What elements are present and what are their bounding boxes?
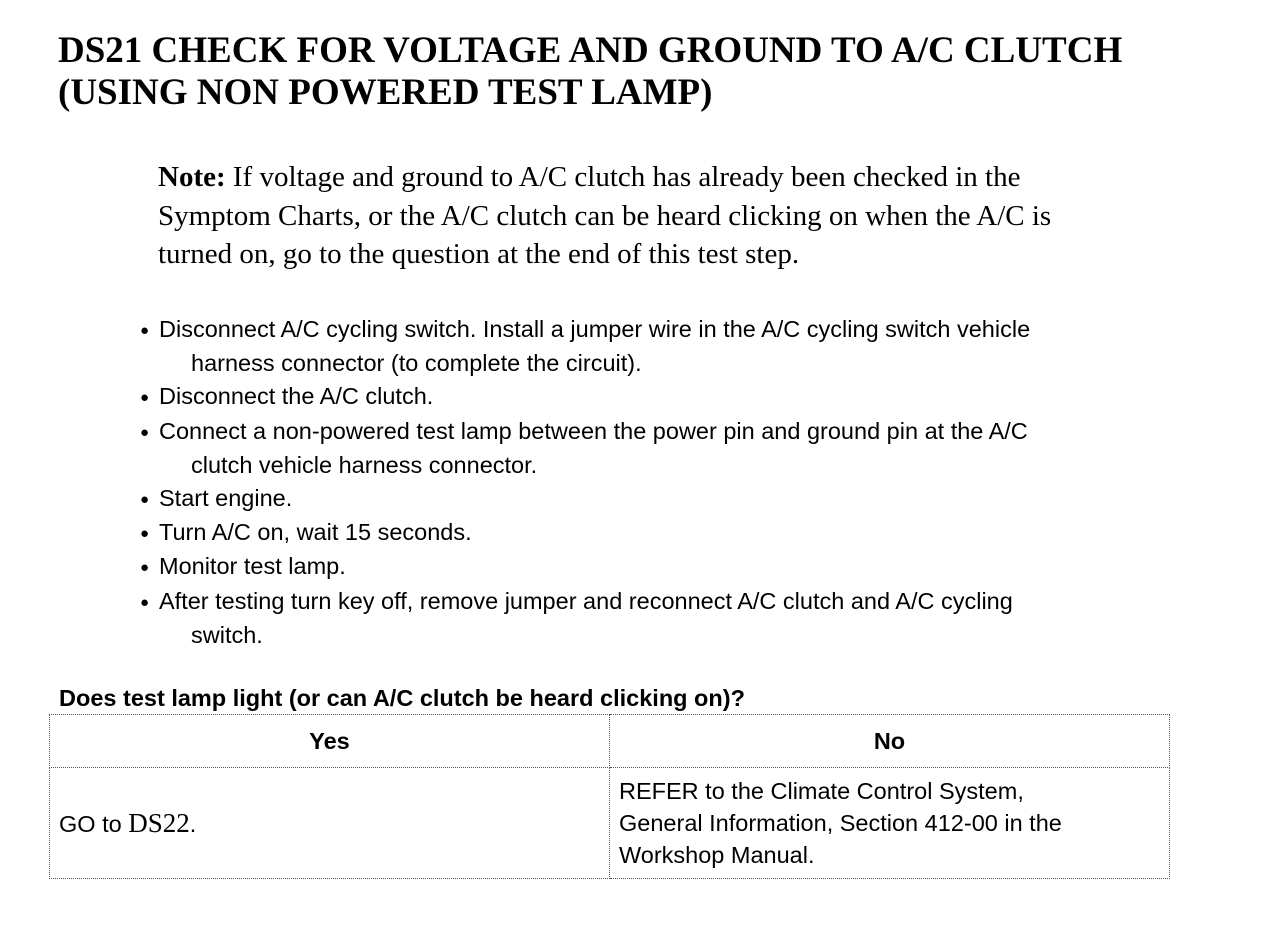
answer-table-row <box>50 768 1170 879</box>
test-question: Does test lamp light (or can A/C clutch be heard clicking on)? <box>59 685 745 711</box>
no-header: No <box>610 715 1170 768</box>
no-cell-line-1: REFER to the Climate Control System, <box>619 778 1024 804</box>
yes-header: Yes <box>50 715 610 768</box>
step-text: Disconnect the A/C clutch. <box>159 383 434 410</box>
step-text: Connect a non-powered test lamp between the power pin and ground pin at the A/C <box>159 417 1028 444</box>
step-text: Disconnect A/C cycling switch. Install a jumper wire in the A/C cycling switch vehicle <box>159 316 1031 342</box>
bullet-icon: ● <box>140 423 150 441</box>
bullet-icon: ● <box>140 491 150 509</box>
answer-table-header-row <box>50 715 1170 768</box>
bullet-icon: ● <box>140 322 150 339</box>
step-item <box>140 482 1220 516</box>
note-label: Note: <box>158 161 226 193</box>
step-item <box>140 415 1220 482</box>
step-text: Monitor test lamp. <box>159 553 346 580</box>
step-text-continued: switch. <box>191 621 263 648</box>
bullet-icon: ● <box>140 525 150 543</box>
note-line-2: Symptom Charts, or the A/C clutch can be heard clicking on when the A/C is <box>158 199 1052 232</box>
step-item <box>140 516 1220 550</box>
bullet-icon: ● <box>140 389 150 407</box>
step-item <box>140 550 1220 584</box>
page-title <box>58 30 1238 114</box>
no-cell-line-3: Workshop Manual. <box>619 842 815 868</box>
step-text-continued: clutch vehicle harness connector. <box>191 451 538 478</box>
bullet-icon: ● <box>140 593 150 611</box>
step-item <box>140 380 1220 414</box>
step-text: Turn A/C on, wait 15 seconds. <box>159 519 472 546</box>
note-line-1 <box>158 158 1218 197</box>
page-title-line-2: (USING NON POWERED TEST LAMP) <box>58 72 713 113</box>
answer-table <box>49 714 1170 879</box>
yes-cell <box>50 768 610 879</box>
ds22-link[interactable]: DS22 <box>128 807 190 838</box>
step-text-continued: harness connector (to complete the circuit). <box>191 350 642 377</box>
note-block <box>158 158 1218 274</box>
procedure-steps <box>140 313 1220 652</box>
no-cell <box>610 768 1170 879</box>
no-cell-line-2: General Information, Section 412-00 in the <box>619 810 1062 836</box>
yes-prefix: GO to <box>59 810 129 837</box>
bullet-icon: ● <box>140 559 150 577</box>
step-item <box>140 313 1220 380</box>
note-line-3: turned on, go to the question at the end of this test step. <box>158 238 800 270</box>
step-text: After testing turn key off, remove jumper and reconnect A/C clutch and A/C cycling <box>159 587 1013 614</box>
step-item <box>140 585 1220 652</box>
step-text: Start engine. <box>159 485 293 512</box>
page-title-line-1: DS21 CHECK FOR VOLTAGE AND GROUND TO A/C CLUTCH <box>58 30 1123 71</box>
yes-suffix: . <box>189 810 197 837</box>
note-text-1: If voltage and ground to A/C clutch has already been checked in the <box>225 161 1021 193</box>
